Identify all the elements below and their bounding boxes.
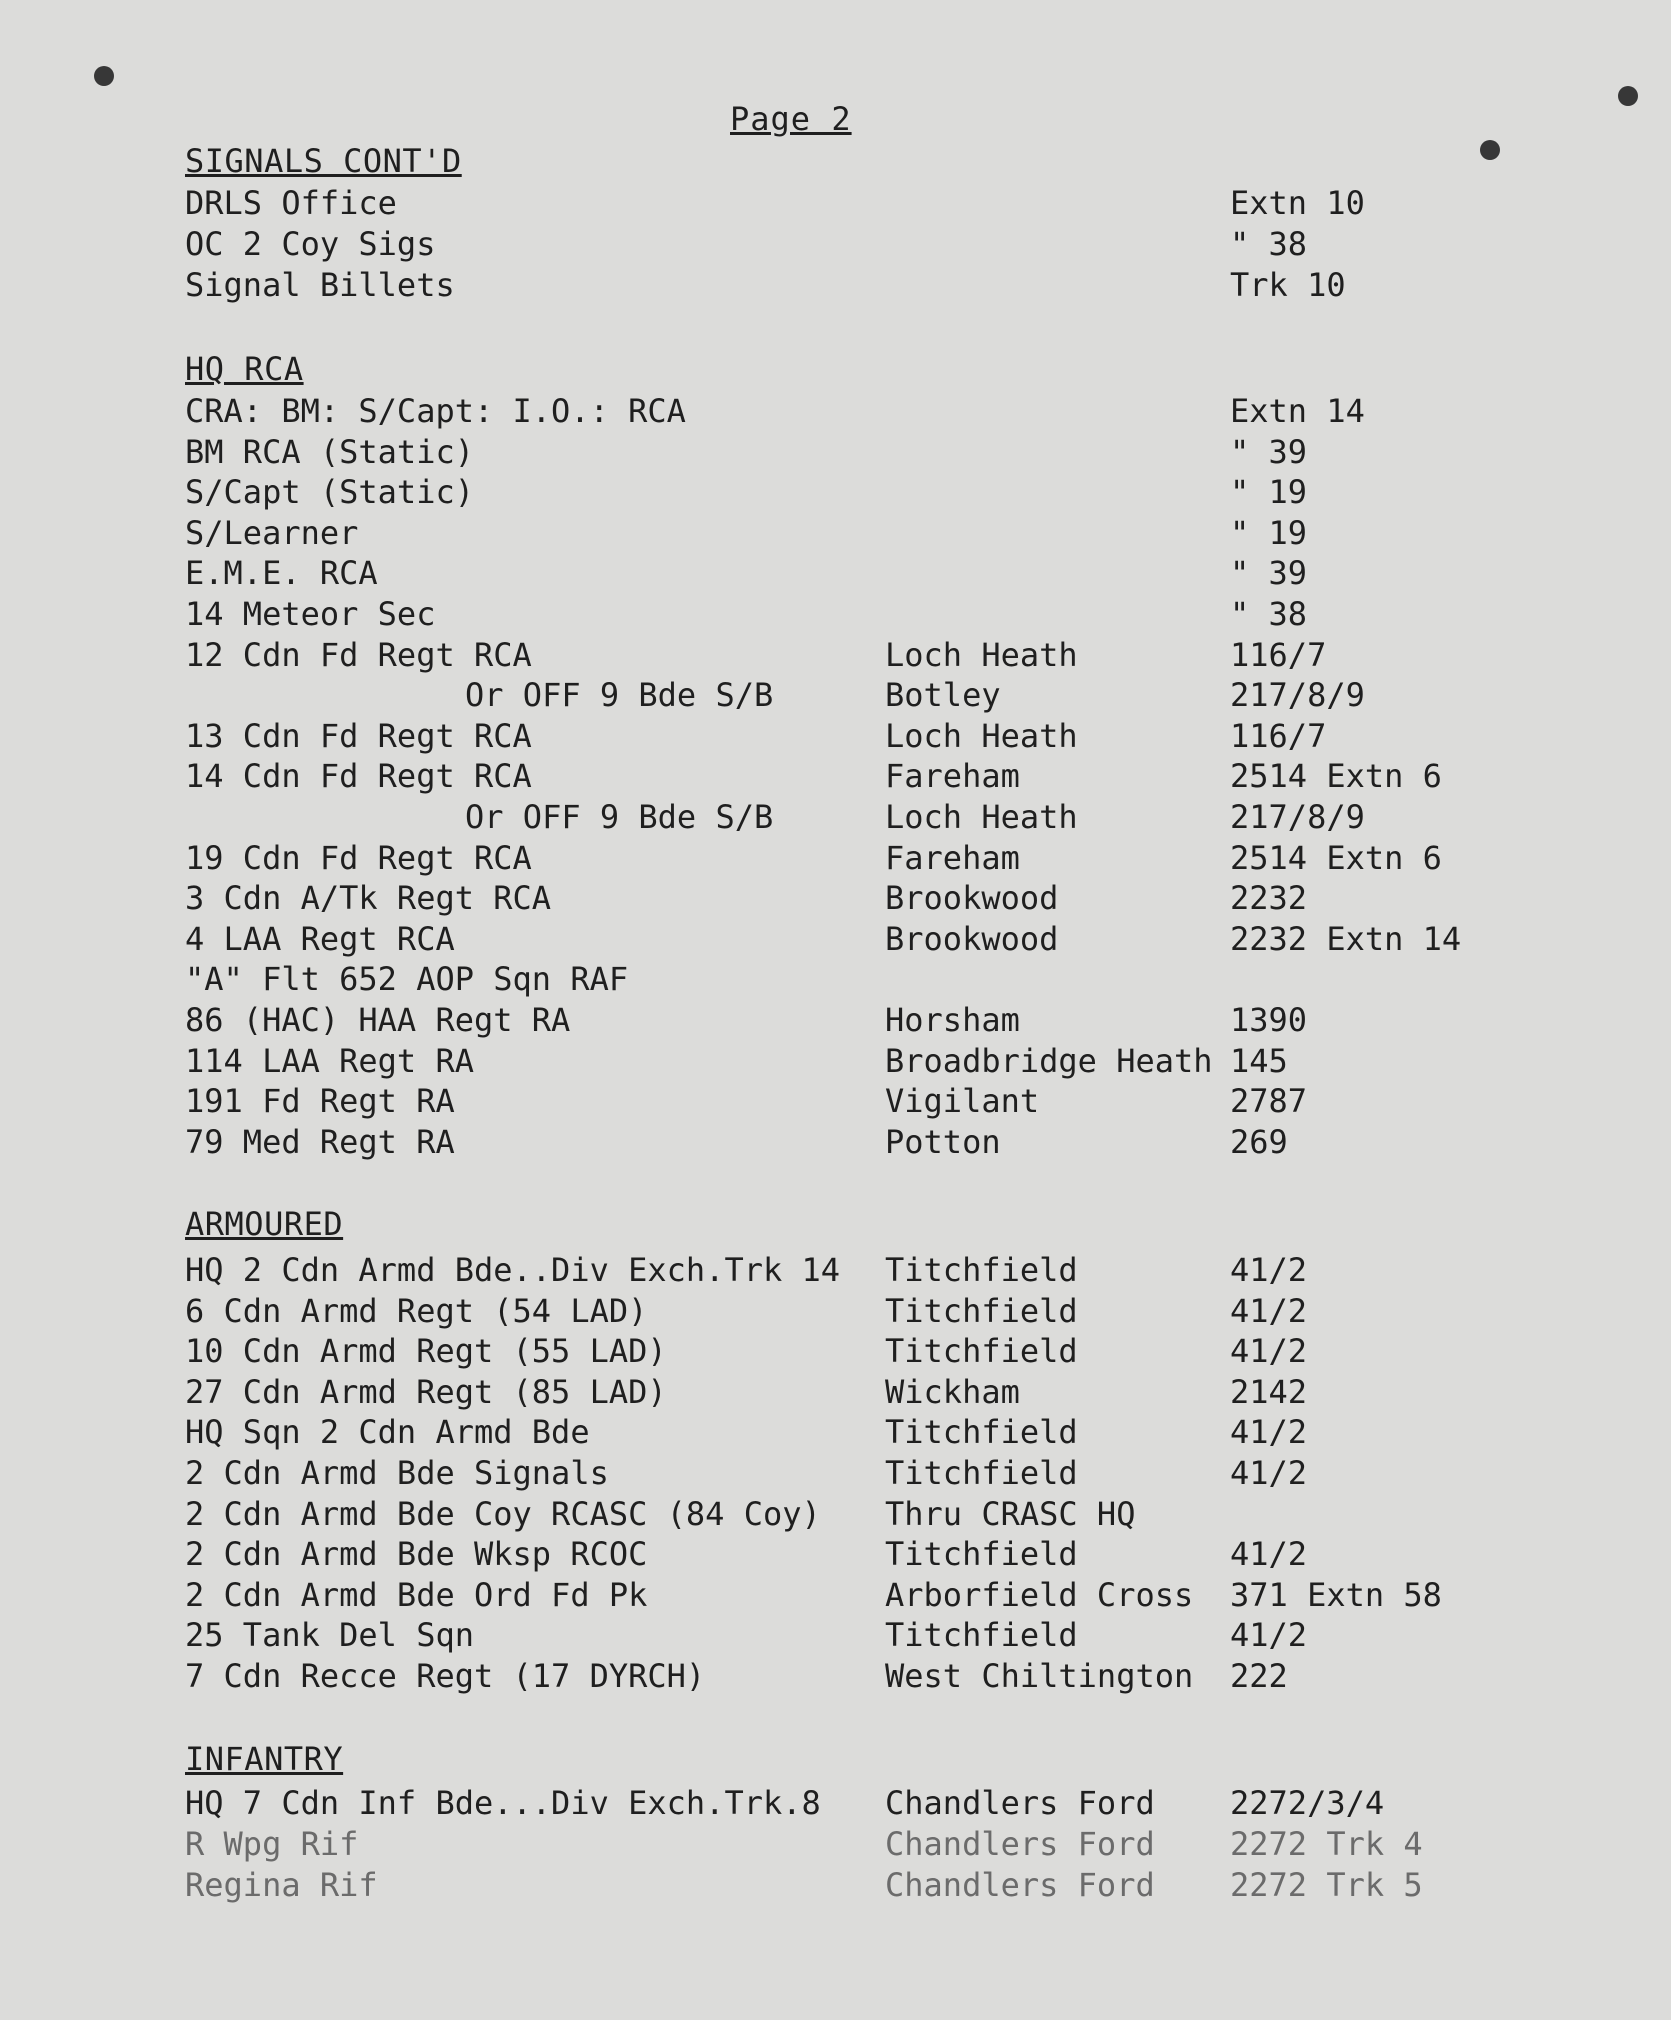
telephone-number: 41/2	[1230, 1251, 1308, 1289]
section-heading: INFANTRY	[185, 1740, 344, 1778]
directory-entry	[185, 920, 1525, 960]
unit-name: 4 LAA Regt RCA	[185, 919, 455, 958]
exchange-location: West Chiltington	[885, 1657, 1194, 1695]
directory-entry	[185, 1251, 1525, 1291]
directory-entry	[185, 717, 1525, 757]
telephone-number: 269	[1230, 1122, 1288, 1161]
exchange-location: Titchfield	[885, 1251, 1078, 1289]
directory-entry	[185, 1123, 1525, 1163]
exchange-location: Fareham	[885, 838, 1020, 877]
telephone-number: " 39	[1230, 432, 1308, 471]
directory-entry	[185, 1784, 1525, 1824]
unit-name: HQ 2 Cdn Armd Bde..Div Exch.Trk 14	[185, 1251, 841, 1289]
unit-name: HQ Sqn 2 Cdn Armd Bde	[185, 1413, 590, 1452]
telephone-number: 2787	[1230, 1082, 1308, 1121]
page-number: Page 2	[730, 100, 852, 138]
unit-name: 2 Cdn Armd Bde Wksp RCOC	[185, 1535, 648, 1574]
directory-entry	[185, 392, 1525, 432]
unit-name: 14 Meteor Sec	[185, 595, 436, 633]
telephone-number: 2514 Extn 6	[1230, 757, 1442, 796]
telephone-number: " 38	[1230, 225, 1308, 263]
telephone-number: 41/2	[1230, 1454, 1308, 1492]
punch-hole-right	[1480, 140, 1500, 160]
telephone-number: 371 Extn 58	[1230, 1575, 1442, 1614]
unit-name: Regina Rif	[185, 1866, 378, 1904]
telephone-number: 222	[1230, 1657, 1288, 1695]
unit-name: DRLS Office	[185, 184, 397, 222]
exchange-location: Arborfield Cross	[885, 1575, 1194, 1614]
directory-entry	[185, 514, 1525, 554]
exchange-location: Thru CRASC HQ	[885, 1494, 1136, 1533]
unit-name: 6 Cdn Armd Regt (54 LAD)	[185, 1291, 648, 1330]
unit-name: 86 (HAC) HAA Regt RA	[185, 1001, 571, 1039]
telephone-number: 2272 Trk 4	[1230, 1825, 1423, 1863]
telephone-number: 116/7	[1230, 716, 1327, 755]
unit-name: Or OFF 9 Bde S/B	[465, 676, 774, 715]
telephone-number: 41/2	[1230, 1535, 1308, 1574]
directory-entry	[185, 636, 1525, 676]
telephone-number: 116/7	[1230, 635, 1327, 674]
directory-entry	[185, 960, 1525, 1000]
telephone-number: " 19	[1230, 513, 1308, 552]
unit-name: 14 Cdn Fd Regt RCA	[185, 757, 532, 796]
directory-entry	[185, 1292, 1525, 1332]
exchange-location: Chandlers Ford	[885, 1866, 1155, 1904]
exchange-location: Chandlers Ford	[885, 1784, 1155, 1822]
telephone-number: 2142	[1230, 1372, 1308, 1411]
directory-entry	[185, 1413, 1525, 1453]
directory-entry	[185, 1042, 1525, 1082]
telephone-number: " 38	[1230, 595, 1308, 633]
unit-name: Or OFF 9 Bde S/B	[465, 798, 774, 836]
section-heading: HQ RCA	[185, 350, 304, 388]
unit-name: 19 Cdn Fd Regt RCA	[185, 838, 532, 877]
exchange-location: Broadbridge Heath	[885, 1041, 1213, 1080]
telephone-number: Extn 10	[1230, 184, 1365, 222]
directory-entry	[185, 1495, 1525, 1535]
unit-name: BM RCA (Static)	[185, 432, 474, 471]
unit-name: 27 Cdn Armd Regt (85 LAD)	[185, 1372, 667, 1411]
directory-entry	[185, 473, 1525, 513]
telephone-number: 2232	[1230, 879, 1308, 918]
exchange-location: Titchfield	[885, 1535, 1078, 1574]
unit-name: 191 Fd Regt RA	[185, 1082, 455, 1121]
exchange-location: Botley	[885, 676, 1001, 715]
unit-name: HQ 7 Cdn Inf Bde...Div Exch.Trk.8	[185, 1784, 821, 1822]
unit-name: 10 Cdn Armd Regt (55 LAD)	[185, 1332, 667, 1371]
exchange-location: Brookwood	[885, 879, 1059, 918]
exchange-location: Fareham	[885, 757, 1020, 796]
unit-name: R Wpg Rif	[185, 1825, 359, 1863]
unit-name: 114 LAA Regt RA	[185, 1041, 474, 1080]
directory-entry	[185, 554, 1525, 594]
directory-entry	[185, 1332, 1525, 1372]
directory-entry	[185, 676, 1525, 716]
section-heading: ARMOURED	[185, 1205, 344, 1243]
exchange-location: Wickham	[885, 1372, 1020, 1411]
telephone-number: 2272 Trk 5	[1230, 1866, 1423, 1904]
exchange-location: Vigilant	[885, 1082, 1040, 1121]
telephone-number: " 39	[1230, 554, 1308, 593]
unit-name: 2 Cdn Armd Bde Coy RCASC (84 Coy)	[185, 1494, 821, 1533]
exchange-location: Titchfield	[885, 1616, 1078, 1655]
unit-name: E.M.E. RCA	[185, 554, 378, 593]
exchange-location: Titchfield	[885, 1291, 1078, 1330]
unit-name: 25 Tank Del Sqn	[185, 1616, 474, 1655]
exchange-location: Titchfield	[885, 1413, 1078, 1452]
unit-name: CRA: BM: S/Capt: I.O.: RCA	[185, 392, 686, 430]
exchange-location: Loch Heath	[885, 716, 1078, 755]
directory-entry	[185, 757, 1525, 797]
telephone-number: 41/2	[1230, 1616, 1308, 1655]
unit-name: Signal Billets	[185, 266, 455, 304]
exchange-location: Potton	[885, 1122, 1001, 1161]
exchange-location: Loch Heath	[885, 635, 1078, 674]
directory-entry	[185, 1825, 1525, 1865]
punch-hole-left	[94, 66, 114, 86]
unit-name: 12 Cdn Fd Regt RCA	[185, 635, 532, 674]
exchange-location: Chandlers Ford	[885, 1825, 1155, 1863]
unit-name: OC 2 Coy Sigs	[185, 225, 436, 263]
directory-entry	[185, 595, 1525, 635]
telephone-number: Extn 14	[1230, 392, 1365, 430]
unit-name: 2 Cdn Armd Bde Ord Fd Pk	[185, 1575, 648, 1614]
directory-entry	[185, 1454, 1525, 1494]
unit-name: "A" Flt 652 AOP Sqn RAF	[185, 960, 629, 999]
directory-entry	[185, 1866, 1525, 1906]
unit-name: 13 Cdn Fd Regt RCA	[185, 716, 532, 755]
unit-name: S/Learner	[185, 513, 359, 552]
telephone-number: 2514 Extn 6	[1230, 838, 1442, 877]
unit-name: 2 Cdn Armd Bde Signals	[185, 1454, 609, 1492]
telephone-number: 41/2	[1230, 1332, 1308, 1371]
directory-entry	[185, 1616, 1525, 1656]
directory-entry	[185, 225, 1525, 265]
directory-entry	[185, 879, 1525, 919]
directory-entry	[185, 1535, 1525, 1575]
telephone-number: 41/2	[1230, 1291, 1308, 1330]
directory-entry	[185, 798, 1525, 838]
directory-entry	[185, 1657, 1525, 1697]
directory-entry	[185, 839, 1525, 879]
exchange-location: Horsham	[885, 1001, 1020, 1039]
directory-entry	[185, 1373, 1525, 1413]
telephone-number: 145	[1230, 1041, 1288, 1080]
directory-entry	[185, 1001, 1525, 1041]
telephone-number: 217/8/9	[1230, 676, 1365, 715]
unit-name: S/Capt (Static)	[185, 473, 474, 512]
telephone-number: Trk 10	[1230, 266, 1346, 304]
unit-name: 7 Cdn Recce Regt (17 DYRCH)	[185, 1657, 706, 1695]
telephone-number: 2232 Extn 14	[1230, 919, 1462, 958]
telephone-number: 2272/3/4	[1230, 1784, 1385, 1822]
telephone-number: 1390	[1230, 1001, 1308, 1039]
directory-entry	[185, 433, 1525, 473]
unit-name: 3 Cdn A/Tk Regt RCA	[185, 879, 552, 918]
exchange-location: Brookwood	[885, 919, 1059, 958]
telephone-number: " 19	[1230, 473, 1308, 512]
directory-entry	[185, 1082, 1525, 1122]
telephone-number: 217/8/9	[1230, 798, 1365, 836]
directory-entry	[185, 266, 1525, 306]
exchange-location: Titchfield	[885, 1454, 1078, 1492]
telephone-number: 41/2	[1230, 1413, 1308, 1452]
punch-hole-right-top	[1618, 86, 1638, 106]
section-heading: SIGNALS CONT'D	[185, 142, 462, 180]
directory-entry	[185, 1576, 1525, 1616]
directory-entry	[185, 184, 1525, 224]
unit-name: 79 Med Regt RA	[185, 1122, 455, 1161]
exchange-location: Titchfield	[885, 1332, 1078, 1371]
exchange-location: Loch Heath	[885, 798, 1078, 836]
